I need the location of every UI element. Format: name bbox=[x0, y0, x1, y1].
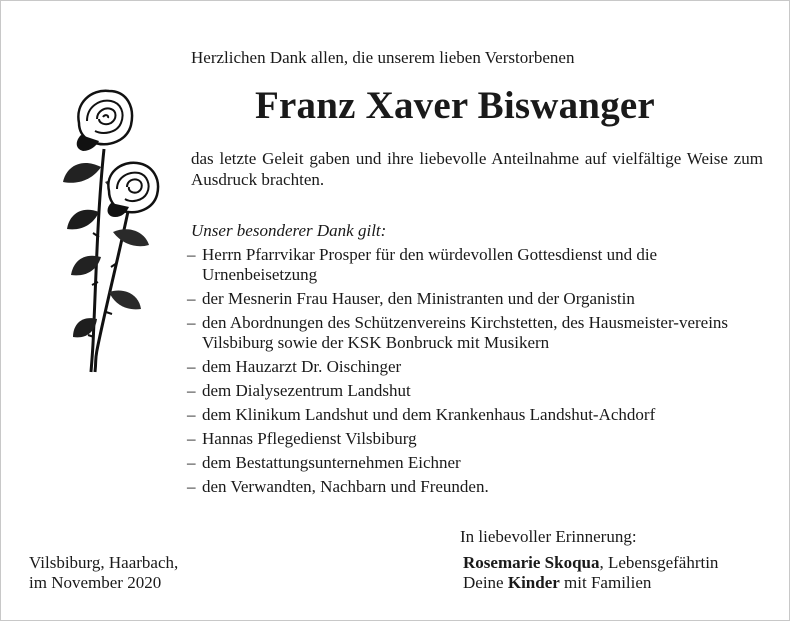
list-item bbox=[187, 477, 767, 497]
list-item-text: den Verwandten, Nachbarn und Freunden. bbox=[202, 477, 489, 496]
special-thanks-heading: Unser besonderer Dank gilt: bbox=[191, 221, 387, 240]
deceased-name: Franz Xaver Biswanger bbox=[255, 84, 655, 127]
list-item bbox=[187, 429, 767, 449]
dash-bullet: – bbox=[187, 453, 196, 472]
list-item-text: dem Bestattungsunternehmen Eichner bbox=[202, 453, 461, 472]
list-item bbox=[187, 245, 767, 285]
closing-line: In liebevoller Erinnerung: bbox=[460, 527, 637, 546]
dash-bullet: – bbox=[187, 357, 196, 376]
list-item-text: dem Hauzarzt Dr. Oischinger bbox=[202, 357, 402, 376]
list-item-text: den Abordnungen des Schützenvereins Kirchstetten, des Hausmeister-vereins Vilsbiburg sowie der KSK Bonbruck mit Musikern bbox=[202, 313, 729, 352]
signature-children-pre: Deine bbox=[463, 573, 508, 592]
thanks-list bbox=[187, 245, 767, 501]
place-line: Vilsbiburg, Haarbach, bbox=[29, 553, 179, 572]
date-line: im November 2020 bbox=[29, 573, 162, 592]
thanks-text: das letzte Geleit gaben und ihre liebevolle Anteilnahme auf vielfältige Weise zum Ausdruck brachten. bbox=[191, 149, 763, 189]
dash-bullet: – bbox=[187, 381, 196, 400]
signature-children bbox=[463, 573, 651, 593]
list-item bbox=[187, 405, 767, 425]
list-item-text: dem Dialysezentrum Landshut bbox=[202, 381, 411, 400]
signature-children-post: mit Familien bbox=[559, 573, 652, 592]
signature-partner-name: Rosemarie Skoqua bbox=[463, 553, 600, 572]
list-item bbox=[187, 381, 767, 401]
list-item bbox=[187, 289, 767, 309]
dash-bullet: – bbox=[187, 405, 196, 424]
list-item-text: Hannas Pflegedienst Vilsbiburg bbox=[202, 429, 417, 448]
intro-text: Herzlichen Dank allen, die unserem lieben Verstorbenen bbox=[191, 48, 575, 67]
list-item bbox=[187, 313, 767, 353]
signature-children-bold: Kinder bbox=[507, 573, 560, 592]
list-item bbox=[187, 453, 767, 473]
dash-bullet: – bbox=[187, 429, 196, 448]
dash-bullet: – bbox=[187, 245, 196, 264]
signature-partner-role: , Lebensgefährtin bbox=[599, 553, 719, 572]
dash-bullet: – bbox=[187, 477, 196, 496]
dash-bullet: – bbox=[187, 289, 196, 308]
signature-partner bbox=[463, 553, 718, 573]
rose-icon bbox=[61, 87, 171, 377]
list-item-text: Herrn Pfarrvikar Prosper für den würdevollen Gottesdienst und die Urnenbeisetzung bbox=[202, 245, 658, 284]
list-item-text: dem Klinikum Landshut und dem Krankenhaus Landshut-Achdorf bbox=[202, 405, 656, 424]
list-item bbox=[187, 357, 767, 377]
list-item-text: der Mesnerin Frau Hauser, den Ministranten und der Organistin bbox=[202, 289, 635, 308]
dash-bullet: – bbox=[187, 313, 196, 332]
